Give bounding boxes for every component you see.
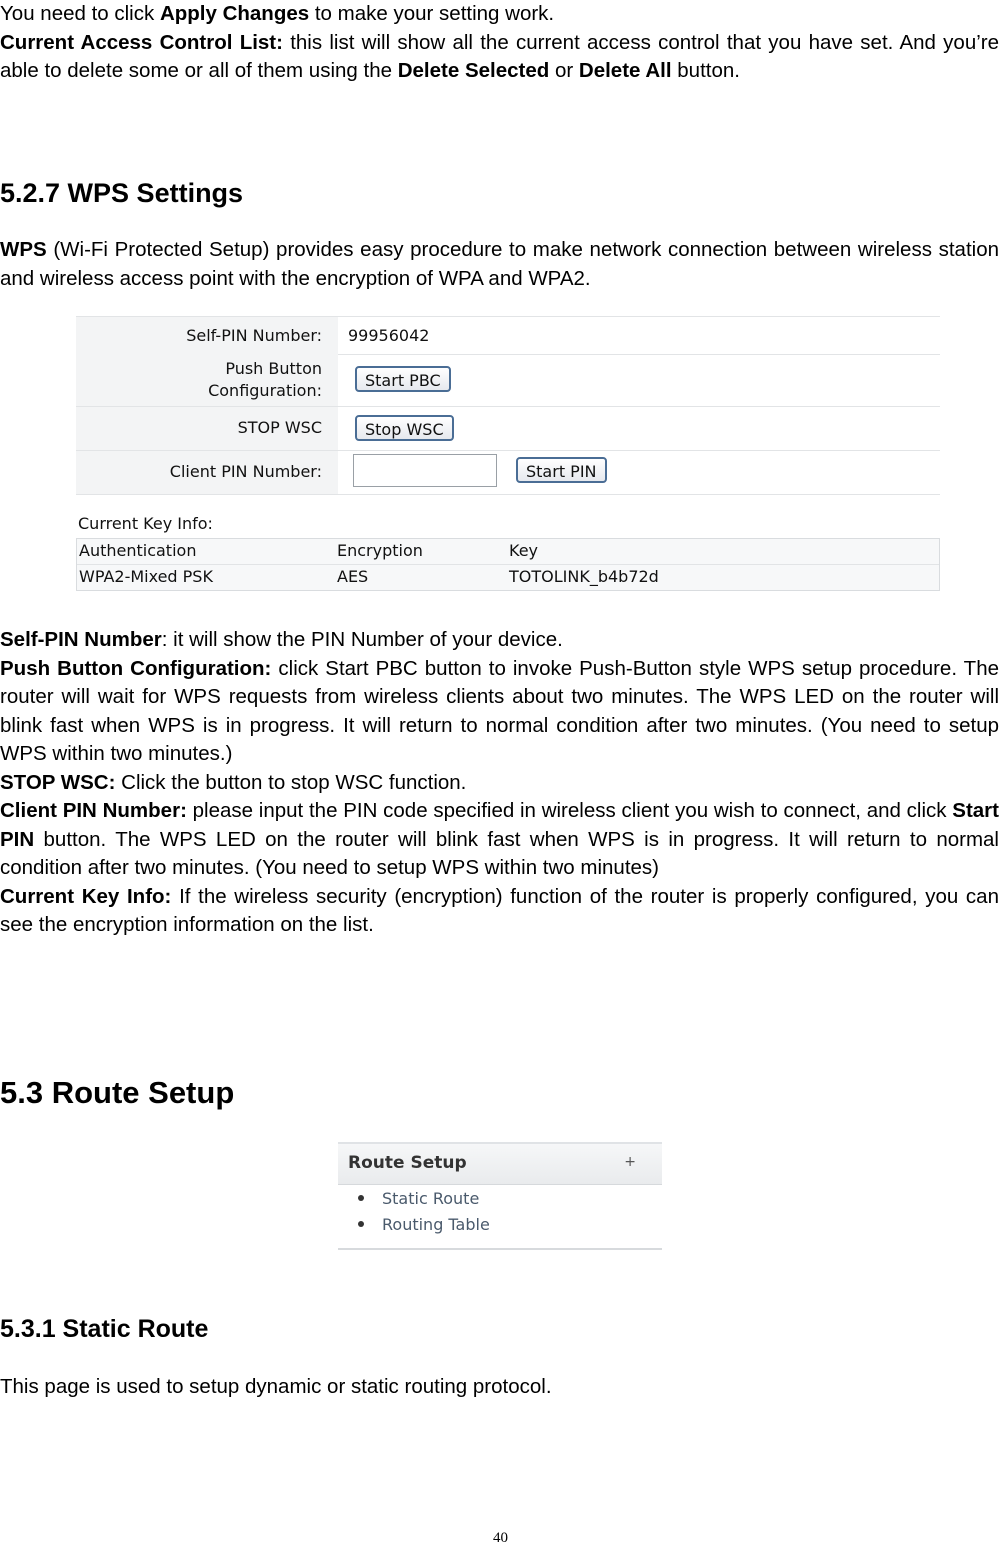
table-row xyxy=(77,539,939,565)
table-row xyxy=(77,565,939,590)
field-descriptions: Self-PIN Number: it will show the PIN Number of your device. Push Button Configuration: click Start PBC button to invoke Push-Button style WPS setup procedure. The router will wait for WPS requests from wireless clients about two minutes. The WPS LED on the router will blink fast when WPS is in progress. It will return to normal condition after two minutes. (You need to setup WPS within two minutes.) STOP WSC: Click the button to stop WSC function. Client PIN Number: please input the PIN code specified in wireless client you wish to connect, and click Start PIN button. The WPS LED on the router will blink fast when WPS is in progress. It will return to normal condition after two minutes. (You need to setup WPS within two minutes) Current Key Info: If the wireless security (encryption) function of the router is properly configured, you can see the encryption information on the list. xyxy=(0,628,999,936)
bullet-icon xyxy=(358,1221,364,1227)
static-route-heading: 5.3.1 Static Route xyxy=(0,1315,209,1343)
encryption-header: Encryption xyxy=(337,541,423,560)
route-setup-heading: 5.3 Route Setup xyxy=(0,1075,235,1110)
stop-wsc-button[interactable]: Stop WSC xyxy=(355,415,454,441)
intro-paragraph: You need to click Apply Changes to make your setting work. Current Access Control List: this list will show all the current access control that you have set. And you’re able to delete some or all of them using the Delete Selected or Delete All button. xyxy=(0,2,999,82)
key-value: TOTOLINK_b4b72d xyxy=(509,567,659,586)
menu-item-routing-table[interactable]: Routing Table xyxy=(358,1215,490,1234)
wps-heading: 5.2.7 WPS Settings xyxy=(0,178,244,208)
client-pin-label: Client PIN Number: xyxy=(76,460,322,483)
wps-settings-panel xyxy=(76,316,940,596)
start-pin-button[interactable]: Start PIN xyxy=(516,457,607,483)
key-header: Key xyxy=(509,541,539,560)
self-pin-label: Self-PIN Number: xyxy=(76,324,322,347)
menu-item-static-route[interactable]: Static Route xyxy=(358,1189,479,1208)
encryption-value: AES xyxy=(337,567,369,586)
route-setup-menu xyxy=(338,1142,662,1250)
stop-wsc-label: STOP WSC xyxy=(76,416,322,439)
expand-icon[interactable]: + xyxy=(624,1154,636,1170)
auth-value: WPA2-Mixed PSK xyxy=(79,567,213,586)
acl-label: Current Access Control List: xyxy=(0,30,283,54)
bullet-icon xyxy=(358,1195,364,1201)
self-pin-value: 99956042 xyxy=(348,326,430,345)
apply-changes-ref: Apply Changes xyxy=(159,2,310,25)
menu-title: Route Setup xyxy=(348,1153,467,1173)
delete-selected-ref: Delete Selected xyxy=(397,59,550,82)
menu-header[interactable] xyxy=(338,1144,662,1185)
key-info-title: Current Key Info: xyxy=(78,514,213,533)
delete-all-ref: Delete All xyxy=(578,59,672,82)
key-info-table xyxy=(76,538,940,591)
auth-header: Authentication xyxy=(79,541,197,560)
client-pin-input[interactable] xyxy=(353,454,497,487)
start-pbc-button[interactable]: Start PBC xyxy=(355,366,451,392)
wps-description: WPS (Wi-Fi Protected Setup) provides easy procedure to make network connection between wireless station and wireless access point with the encryption of WPA and WPA2. xyxy=(0,238,999,290)
page-number: 40 xyxy=(493,1530,508,1546)
pbc-label: Push Button Configuration: xyxy=(76,358,322,402)
static-route-text: This page is used to setup dynamic or static routing protocol. xyxy=(0,1375,552,1398)
